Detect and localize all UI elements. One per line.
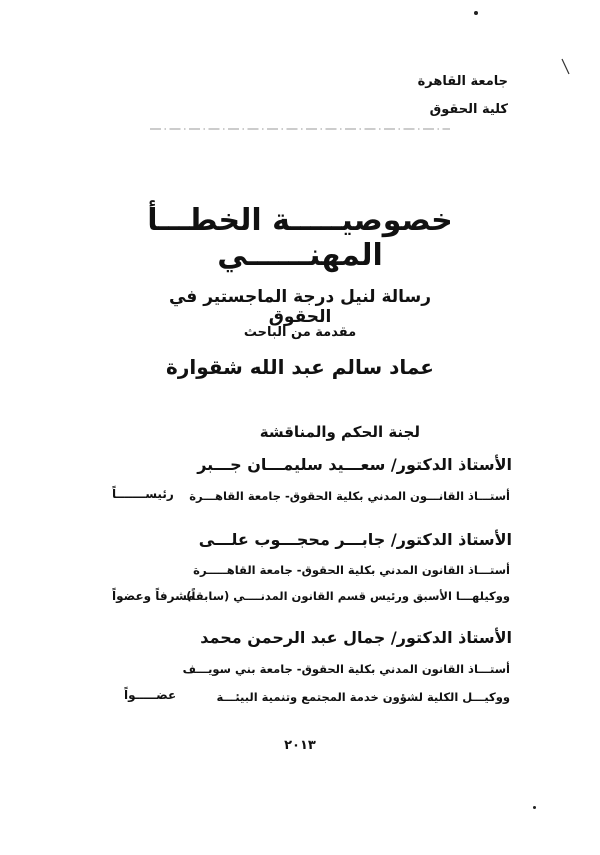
- member-name: الأستاذ الدكتور/ جابـــر محجـــوب علـــى: [198, 530, 512, 549]
- member-description: ووكيلهـــا الأسبق ورئيس قسم القانون المدنــــي (سابقاً): [186, 589, 510, 603]
- header-rule: [0, 128, 600, 130]
- institution-block: [418, 68, 508, 124]
- thesis-subtitle: رسالة لنيل درجة الماجستير في الحقوق: [168, 287, 432, 327]
- member-description: ووكيـــل الكلية لشؤون خدمة المجتمع وتنمية البيئـــة: [216, 690, 510, 704]
- university-name: جامعة القاهرة: [417, 74, 508, 89]
- member-description: أستـــاذ القانون المدني بكلية الحقوق- جامعة القاهـــــرة: [193, 563, 510, 577]
- member-name: الأستاذ الدكتور/ سعـــيد سليمـــان جـــبر: [197, 455, 512, 474]
- member-description: أستـــاذ القانـــون المدني بكلية الحقوق- جامعة القاهـــرة: [189, 489, 510, 503]
- member-description: أستـــاذ القانون المدني بكلية الحقوق- جامعة بني سويـــف: [182, 662, 510, 676]
- scan-speck: [474, 11, 478, 15]
- thesis-title: خصوصيـــــة الخطـــأ المهنــــــي: [147, 203, 453, 273]
- researcher-name: عماد سالم عبد الله شقوارة: [166, 355, 434, 379]
- member-role: رئيســـــــاً: [112, 487, 174, 501]
- year: ٢٠١٣: [284, 738, 316, 753]
- scan-speck: [533, 806, 536, 809]
- scan-mark: [560, 58, 572, 76]
- member-name: الأستاذ الدكتور/ جمال عبد الرحمن محمد: [200, 628, 512, 647]
- presented-by-label: مقدمة من الباحث: [243, 325, 357, 340]
- member-role: عضـــــواً: [124, 688, 177, 702]
- committee-heading: لجنة الحكم والمناقشة: [259, 423, 420, 441]
- faculty-name: كلية الحقوق: [429, 102, 508, 117]
- member-role: مشرفاً وعضواً: [112, 589, 195, 603]
